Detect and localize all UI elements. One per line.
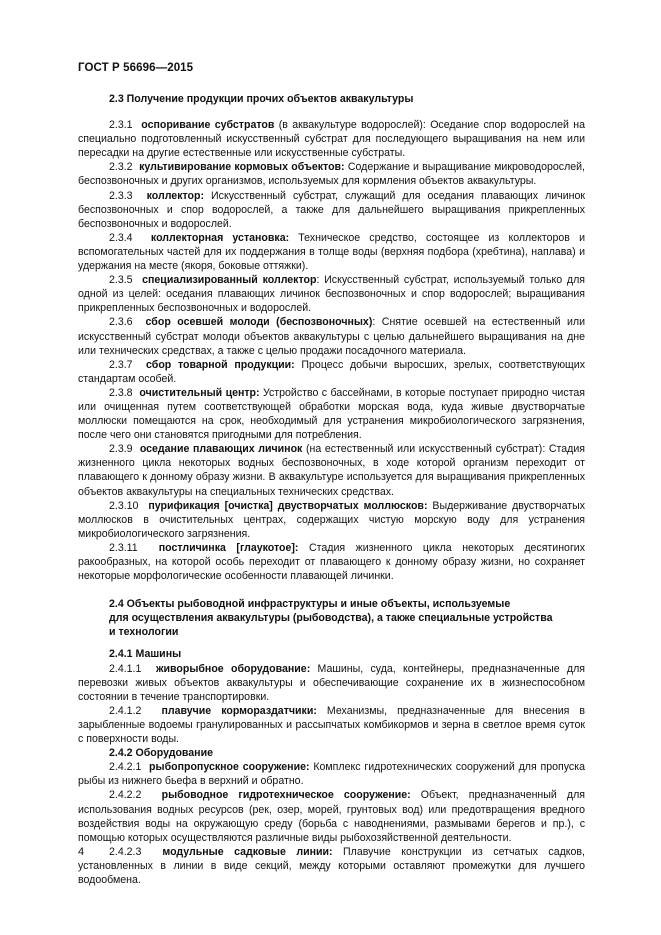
clause-number: 2.3.4 xyxy=(109,231,133,244)
section-2-4-1-title: 2.4.1 Машины xyxy=(109,648,182,661)
definition-text: : Искусственный субстрат, используемый только для одной из целей: оседания плавающих личинок беспозвоночных и спор водорослей; выращивания прикрепленных беспозвоночных и водорослей. xyxy=(78,274,585,315)
definition-paragraph xyxy=(78,189,585,231)
clause-number: 2.3.5 xyxy=(109,274,133,287)
section-2-4-2-title: 2.4.2 Оборудование xyxy=(109,747,213,760)
defined-term: очистительный центр: xyxy=(139,386,260,399)
definition-text: Процесс добычи выросших, зрелых, соответствующих стандартам особей. xyxy=(78,358,585,385)
clause-number: 2.3.6 xyxy=(109,316,133,329)
section-2-3-title: 2.3 Получение продукции прочих объектов аквакультуры xyxy=(109,93,414,105)
defined-term: сбор товарной продукции: xyxy=(146,358,295,371)
definition-text: Машины, суда, контейнеры, предназначенные для перевозки живых объектов аквакультуры и обеспечивающие сохранение их в жизнеспособном состоянии в течение транспортировки. xyxy=(78,662,585,703)
section-2-4-title-line1: 2.4 Объекты рыбоводной инфраструктуры и иные объекты, используемые xyxy=(109,598,511,611)
section-2-4-title-line3: и технологии xyxy=(109,626,179,639)
defined-term: культивирование кормовых объектов: xyxy=(139,161,345,174)
clause-number: 2.3.3 xyxy=(109,189,133,202)
definition-paragraph xyxy=(78,442,585,498)
defined-term: живорыбное оборудование: xyxy=(156,662,311,675)
definition-paragraph xyxy=(78,704,585,746)
defined-term: рыбопропускное сооружение: xyxy=(149,761,310,774)
definition-paragraph xyxy=(78,160,585,188)
defined-term: сбор осевшей молоди (беспозвоночных) xyxy=(145,316,373,329)
definition-text: Выдерживание двустворчатых моллюсков в очистительных центрах, содержащих чистую морскую воду для устранения микробиологического загрязнения. xyxy=(78,499,585,540)
defined-term: специализированный коллектор xyxy=(142,274,317,287)
clause-number: 2.4.1.1 xyxy=(109,662,142,675)
definition-text: Стадия жизненного цикла некоторых десятиногих ракообразных, на которой особь переходит от плавающего к донному образу жизни, но сохраняет некоторые морфологические особенности плавающей личинки. xyxy=(78,541,586,583)
definition-paragraph xyxy=(78,541,585,583)
section-2-4-1-items xyxy=(78,662,585,747)
clause-number: 2.3.7 xyxy=(109,358,133,371)
defined-term: модульные садковые линии: xyxy=(162,845,333,858)
clause-number: 2.4.2.2 xyxy=(109,789,142,802)
section-2-3-items xyxy=(78,118,585,583)
definition-text: Плавучие конструкции из сетчатых садков, установленных в линии в виде секций, между которыми оставляют промежутки для лучшего водообмена. xyxy=(78,845,585,886)
defined-term: пурификация [очистка] двустворчатых моллюсков: xyxy=(148,499,428,512)
definition-text: Устройство с бассейнами, в которые поступает природно чистая или очищенная путем соответствующей обработки морская вода, куда живые двустворчатые моллюски помещаются на срок, необходимый для устранения микробиологического загрязнения, после чего они становятся пригодными для потребления. xyxy=(78,386,585,442)
clause-number: 2.4.2.3 xyxy=(109,845,142,858)
clause-number: 2.3.10 xyxy=(109,499,139,512)
definition-text: Комплекс гидротехнических сооружений для пропуска рыбы из нижнего бьефа в верхний и обратно. xyxy=(78,761,585,788)
definition-text: Механизмы, предназначенные для внесения в зарыбленные водоемы гранулированных и рассыпчатых комбикормов и зерна в светлое время суток с поверхности воды. xyxy=(78,704,585,746)
definition-paragraph xyxy=(78,499,585,541)
defined-term: коллектор: xyxy=(146,189,205,202)
clause-number: 2.4.1.2 xyxy=(109,704,142,717)
definition-paragraph xyxy=(78,231,585,273)
section-2-4-title xyxy=(78,597,585,639)
definition-paragraph xyxy=(78,386,585,442)
document-body xyxy=(78,92,585,887)
clause-number: 2.3.2 xyxy=(109,161,133,174)
page-number: 4 xyxy=(78,846,85,858)
definition-text: Искусственный субстрат, служащий для оседания плавающих личинок беспозвоночных и спор водорослей, а также для дальнейшего выращивания прикрепленных беспозвоночных и водорослей. xyxy=(78,189,585,230)
defined-term: рыбоводное гидротехническое сооружение: xyxy=(161,789,411,802)
document-header: ГОСТ Р 56696—2015 xyxy=(78,62,194,74)
clause-number: 2.3.11 xyxy=(109,541,138,554)
definition-paragraph xyxy=(78,845,585,887)
definition-paragraph xyxy=(78,118,585,160)
clause-number: 2.3.1 xyxy=(109,119,133,132)
defined-term: коллекторная установка: xyxy=(150,231,290,244)
definition-text: Объект, предназначенный для использования водных ресурсов (рек, озер, морей, грунтовых вод) или предотвращения вредного воздействия воды на окружающую среду (борьба с наводнениями, размывами берегов и пр.), с помощью которых осуществляются различные виды рыбохозяйственной деятельности. xyxy=(78,789,586,844)
definition-text: Содержание и выращивание микроводорослей, беспозвоночных и других организмов, используемых для кормления объектов аквакультуры. xyxy=(78,161,586,188)
clause-number: 2.3.9 xyxy=(109,443,133,456)
defined-term: оспоривание субстратов xyxy=(141,119,275,132)
section-2-4-title-line2: для осуществления аквакультуры (рыбоводства), а также специальные устройства xyxy=(109,612,553,625)
defined-term: оседание плавающих личинок xyxy=(139,443,303,456)
clause-number: 2.4.2.1 xyxy=(109,761,142,774)
definition-paragraph xyxy=(78,760,585,788)
definition-text: Техническое средство, состоящее из коллекторов и вспомогательных частей для их поддержания в толще воды (верхняя подбора (хребтина), наплава) и удержания на месте (якоря, боковые оттяжки). xyxy=(78,231,585,273)
clause-number: 2.3.8 xyxy=(109,386,133,399)
definition-text: (на естественный или искусственный субстрат): Стадия жизненного цикла некоторых водных беспозвоночных, в ходе которой организм переходит от плавающего к донному образу жизни. В аквакультуре используется для выращивания прикрепленных объектов аквакультуры на специальных технических средствах. xyxy=(78,443,586,498)
section-2-4-2-items xyxy=(78,760,585,887)
defined-term: постличинка [глаукотое]: xyxy=(158,541,299,554)
definition-paragraph xyxy=(78,358,585,386)
definition-text: : Снятие осевшей на естественный или искусственный субстрат молоди объектов аквакультуры с целью дальнейшего выращивания на дне или технических средствах, а также с целью продажи посадочного материала. xyxy=(78,316,586,357)
defined-term: плавучие кормораздатчики: xyxy=(161,704,317,717)
definition-text: (в аквакультуре водорослей): Оседание спор водорослей на специально подготовленный искусственный субстрат для последующего выращивания на нем или пересадки на другие естественные или искусственные субстраты. xyxy=(78,119,585,160)
definition-paragraph xyxy=(78,662,585,704)
definition-paragraph xyxy=(78,315,585,357)
definition-paragraph xyxy=(78,788,585,844)
definition-paragraph xyxy=(78,273,585,315)
